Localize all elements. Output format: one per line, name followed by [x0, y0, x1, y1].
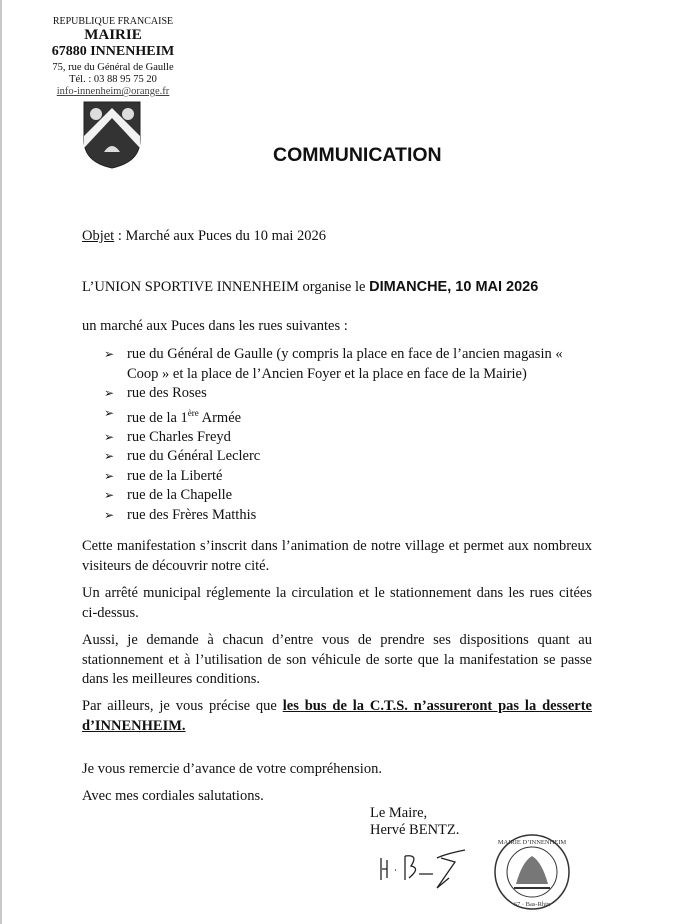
bus-text: Par ailleurs, je vous précise que [82, 698, 283, 714]
subject-line [82, 228, 326, 245]
bus-paragraph [82, 697, 592, 736]
paragraph: Cette manifestation s’inscrit dans l’animation de notre village et permet aux nombreux visiteurs de découvrir notre cité. [82, 538, 592, 574]
coat-of-arms-icon [82, 100, 142, 170]
signatory-name: Hervé BENTZ. [370, 822, 460, 838]
paragraph: Un arrêté municipal réglemente la circulation et le stationnement dans les rues citées ci-dessus. [82, 585, 592, 621]
signatory-role: Le Maire, [370, 805, 428, 821]
address: 75, rue du Général de Gaulle [52, 62, 174, 73]
street-item: ➢ rue Charles Freyd [104, 428, 574, 448]
subject-text: : Marché aux Puces du 10 mai 2026 [114, 228, 327, 244]
street-item: ➢ rue des Frères Matthis [104, 506, 574, 526]
mairie-stamp-icon [492, 832, 572, 912]
street-item: ➢ rue du Général Leclerc [104, 447, 574, 467]
intro-line [82, 279, 538, 296]
page-title: COMMUNICATION [273, 144, 442, 166]
street-item: ➢ rue de la 1ère Armée [104, 404, 574, 428]
signature-icon [375, 840, 485, 900]
subject-label: Objet [82, 228, 115, 244]
thanks: Je vous remercie d’avance de votre compréhension. [82, 761, 382, 777]
republic-label: REPUBLIQUE FRANCAISE [52, 16, 174, 27]
phone: Tél. : 03 88 95 75 20 [69, 74, 157, 85]
svg-text:67 · Bas-Rhin: 67 · Bas-Rhin [513, 901, 551, 908]
street-item: ➢ rue de la Liberté [104, 467, 574, 487]
commune-label: 67880 INNENHEIM [51, 44, 175, 59]
bus-emphasis: les bus de la C.T.S. n’assureront pas la desserte d’INNENHEIM. [82, 698, 592, 734]
mairie-label: MAIRIE [84, 27, 142, 43]
email-link[interactable]: info-innenheim@orange.fr [56, 86, 170, 97]
closing: Avec mes cordiales salutations. [82, 788, 264, 804]
event-date: DIMANCHE, 10 MAI 2026 [369, 279, 539, 295]
street-item: ➢ rue du Général de Gaulle (y compris la place en face de l’ancien magasin « Coop » et la place de l’Ancien Foyer et la place en face de la Mairie) [104, 345, 574, 384]
streets-list [104, 345, 574, 525]
street-item: ➢ rue des Roses [104, 384, 574, 404]
street-item: ➢ rue de la Chapelle [104, 486, 574, 506]
svg-text:MAIRIE D’INNENHEIM: MAIRIE D’INNENHEIM [497, 839, 567, 846]
intro-text: L’UNION SPORTIVE INNENHEIM organise le [82, 279, 370, 295]
paragraph: Aussi, je demande à chacun d’entre vous de prendre ses dispositions quant au stationnement et à l’utilisation de son véhicule de sorte que la manifestation se passe dans les meilleures conditions. [82, 632, 592, 687]
streets-intro: un marché aux Puces dans les rues suivantes : [82, 318, 348, 334]
page-edge [0, 0, 2, 924]
